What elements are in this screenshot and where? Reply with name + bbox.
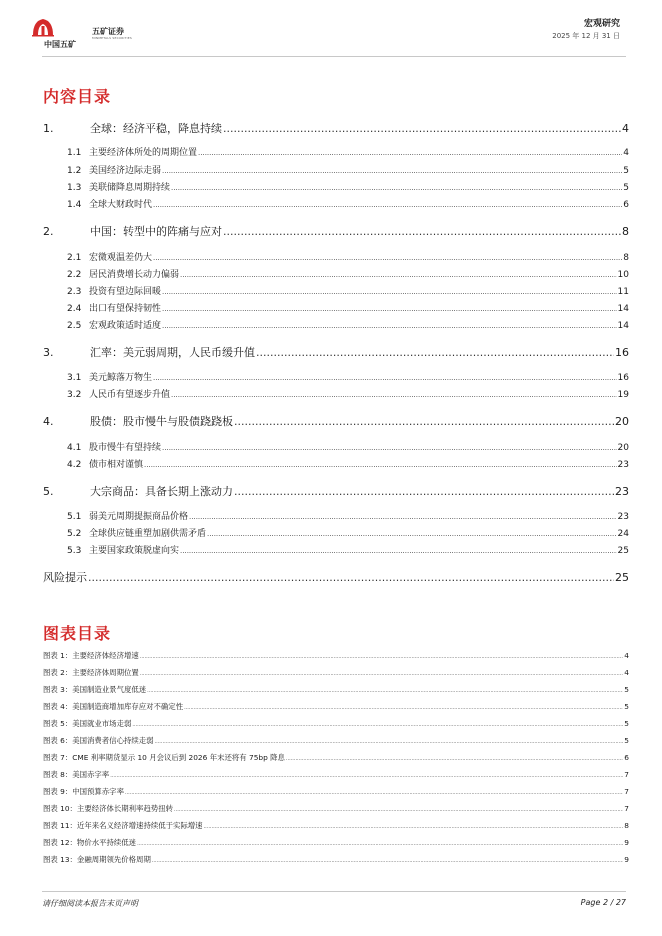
figure-item-6[interactable]: [43, 735, 629, 747]
dot-leader: [153, 201, 622, 209]
toc-item-3-2[interactable]: [67, 387, 629, 401]
toc-label: 风险提示: [43, 571, 87, 584]
toc-item-2-3[interactable]: [67, 284, 629, 298]
dot-leader: [180, 271, 617, 279]
report-date: 2025 年 12 月 31 日: [552, 32, 620, 40]
toc-item-3-1[interactable]: [67, 370, 629, 384]
figure-label: 图表 12：物价水平持续低迷: [43, 838, 137, 847]
toc-label: 股市慢牛有望持续: [89, 443, 162, 453]
toc-page: 4: [622, 122, 629, 135]
toc-num: 3.2: [67, 390, 82, 400]
figure-label: 图表 5：美国就业市场走弱: [43, 719, 132, 728]
toc-num: 5.3: [67, 546, 82, 556]
toc-page: 5: [623, 166, 629, 176]
dot-leader: [162, 305, 617, 313]
figure-label: 图表 6：美国消费者信心持续走弱: [43, 736, 154, 745]
dot-leader: [140, 654, 624, 660]
dot-leader: [234, 485, 614, 498]
toc-page: 25: [617, 546, 629, 556]
toc-label: 股债：股市慢牛与股债跷跷板: [90, 415, 233, 428]
figure-page: 8: [624, 821, 629, 830]
report-type: 宏观研究: [583, 19, 620, 29]
toc-section-3[interactable]: [43, 344, 629, 358]
figure-item-1[interactable]: [43, 650, 629, 662]
figure-label: 图表 2：主要经济体周期位置: [43, 668, 139, 677]
toc-item-1-4[interactable]: [67, 197, 629, 211]
dot-leader: [137, 841, 623, 847]
toc-page: 11: [617, 287, 629, 297]
figure-page: 5: [624, 736, 629, 745]
toc-num: 3.1: [67, 373, 82, 383]
dot-leader: [125, 790, 623, 796]
figure-page: 9: [624, 855, 629, 864]
toc-page: 14: [617, 321, 629, 331]
figure-label: 图表 10：主要经济体长期利率趋势扭转: [43, 804, 174, 813]
toc-num: 2.3: [67, 287, 82, 297]
company-name: 中国五矿: [44, 40, 76, 49]
dot-leader: [256, 346, 614, 359]
minmetals-logo-icon: [30, 15, 56, 37]
dot-leader: [140, 671, 624, 677]
toc-label: 美国经济边际走弱: [89, 166, 162, 176]
dot-leader: [204, 824, 624, 830]
figure-page: 4: [624, 651, 629, 660]
toc-page: 16: [615, 346, 629, 359]
toc-num: 2.5: [67, 321, 82, 331]
toc-page: 5: [623, 183, 629, 193]
toc-label: 美元鲸落万物生: [89, 373, 153, 383]
toc-label: 宏观政策适时适度: [89, 321, 162, 331]
figure-page: 4: [624, 668, 629, 677]
toc-label: 宏微观温差仍大: [89, 253, 153, 263]
toc-item-5-3[interactable]: [67, 543, 629, 557]
toc-label: 主要经济体所处的周期位置: [89, 148, 198, 158]
figure-label: 图表 1：主要经济体经济增速: [43, 651, 139, 660]
figure-item-3[interactable]: [43, 684, 629, 696]
toc-section-5[interactable]: [43, 483, 629, 497]
dot-leader: [223, 122, 621, 135]
figure-label: 图表 7：CME 利率期货显示 10 月会议后到 2026 年末还将有 75bp 降息: [43, 753, 285, 762]
dot-leader: [153, 254, 622, 262]
toc-page: 8: [623, 253, 629, 263]
dot-leader: [110, 773, 623, 779]
toc-item-4-2[interactable]: [67, 457, 629, 471]
figure-label: 图表 13：金融周期领先价格周期: [43, 855, 151, 864]
toc-label: 美联储降息周期持续: [89, 183, 171, 193]
toc-page: 20: [615, 415, 629, 428]
toc-label: 汇率：美元弱周期，人民币缓升值: [90, 346, 255, 359]
header-divider: [42, 56, 626, 57]
toc-label: 全球大财政时代: [89, 200, 153, 210]
dot-leader: [174, 807, 623, 813]
figure-label: 图表 3：美国制造业景气度低迷: [43, 685, 147, 694]
toc-section-1[interactable]: [43, 120, 629, 134]
dot-leader: [153, 374, 617, 382]
toc-label: 全球：经济平稳，降息持续: [90, 122, 222, 135]
dot-leader: [162, 167, 622, 175]
dot-leader: [162, 288, 617, 296]
dot-leader: [180, 547, 617, 555]
dot-leader: [144, 461, 617, 469]
toc-num: 4.: [43, 415, 54, 428]
toc-label: 弱美元周期提振商品价格: [89, 512, 189, 522]
toc-item-5-2[interactable]: [67, 526, 629, 540]
toc-num: 2.4: [67, 304, 82, 314]
toc-page: 25: [615, 571, 629, 584]
toc-page: 4: [623, 148, 629, 158]
toc-num: 1.1: [67, 148, 82, 158]
figure-item-2[interactable]: [43, 667, 629, 679]
dot-leader: [162, 322, 617, 330]
footer-disclaimer: 请仔细阅读本报告末页声明: [42, 899, 138, 908]
figure-item-13[interactable]: [43, 854, 629, 866]
toc-num: 1.2: [67, 166, 82, 176]
toc-page: 10: [617, 270, 629, 280]
figure-label: 图表 11：近年来名义经济增速持续低于实际增速: [43, 821, 203, 830]
toc-label: 投资有望边际回暖: [89, 287, 162, 297]
toc-page: 23: [615, 485, 629, 498]
figure-page: 7: [624, 804, 629, 813]
dot-leader: [223, 225, 621, 238]
dot-leader: [171, 184, 622, 192]
toc-page: 24: [617, 529, 629, 539]
toc-item-1-3[interactable]: [67, 180, 629, 194]
toc-section-4[interactable]: [43, 413, 629, 427]
dot-leader: [155, 739, 624, 745]
toc-num: 2.1: [67, 253, 82, 263]
figure-page: 5: [624, 719, 629, 728]
figure-page: 7: [624, 770, 629, 779]
toc-num: 5.1: [67, 512, 82, 522]
toc-label: 中国：转型中的阵痛与应对: [90, 225, 222, 238]
toc-page: 8: [622, 225, 629, 238]
figure-label: 图表 4：美国制造商增加库存应对不确定性: [43, 702, 184, 711]
figure-page: 6: [624, 753, 629, 762]
toc-num: 4.1: [67, 443, 82, 453]
toc-item-2-5[interactable]: [67, 318, 629, 332]
figure-label: 图表 8：美国赤字率: [43, 770, 110, 779]
toc-page: 20: [617, 443, 629, 453]
toc-num: 5.2: [67, 529, 82, 539]
dot-leader: [171, 391, 617, 399]
figure-item-12[interactable]: [43, 837, 629, 849]
figure-item-4[interactable]: [43, 701, 629, 713]
figure-item-5[interactable]: [43, 718, 629, 730]
footer-divider: [42, 891, 626, 892]
toc-num: 5.: [43, 485, 54, 498]
dot-leader: [234, 415, 614, 428]
toc-page: 23: [617, 460, 629, 470]
toc-item-2-2[interactable]: [67, 267, 629, 281]
toc-label: 居民消费增长动力偏弱: [89, 270, 180, 280]
dot-leader: [184, 705, 623, 711]
toc-label: 人民币有望逐步升值: [89, 390, 171, 400]
toc-risk[interactable]: [43, 569, 629, 583]
toc-num: 3.: [43, 346, 54, 359]
figure-list-title: 图表目录: [43, 624, 112, 643]
dot-leader: [207, 530, 617, 538]
toc-num: 1.3: [67, 183, 82, 193]
toc-num: 1.4: [67, 200, 82, 210]
toc-page: 23: [617, 512, 629, 522]
dot-leader: [189, 513, 617, 521]
toc-label: 大宗商品：具备长期上涨动力: [90, 485, 233, 498]
figure-item-10[interactable]: [43, 803, 629, 815]
dot-leader: [88, 571, 614, 584]
figure-item-8[interactable]: [43, 769, 629, 781]
toc-page: 16: [617, 373, 629, 383]
figure-page: 9: [624, 838, 629, 847]
dot-leader: [132, 722, 623, 728]
toc-item-1-2[interactable]: [67, 163, 629, 177]
figure-page: 5: [624, 702, 629, 711]
figure-label: 图表 9：中国预算赤字率: [43, 787, 124, 796]
toc-item-2-4[interactable]: [67, 301, 629, 315]
toc-num: 2.2: [67, 270, 82, 280]
dot-leader: [152, 858, 623, 864]
figure-item-11[interactable]: [43, 820, 629, 832]
brand-name-en: MINMETALS SECURITIES: [92, 36, 132, 40]
brand-name: 五矿证券: [92, 27, 124, 36]
toc-num: 1.: [43, 122, 54, 135]
toc-label: 主要国家政策脱虚向实: [89, 546, 180, 556]
toc-num: 2.: [43, 225, 54, 238]
dot-leader: [198, 149, 622, 157]
dot-leader: [162, 444, 617, 452]
toc-num: 4.2: [67, 460, 82, 470]
toc-label: 全球供应链重塑加剧供需矛盾: [89, 529, 207, 539]
dot-leader: [286, 756, 623, 762]
toc-item-5-1[interactable]: [67, 509, 629, 523]
figure-page: 7: [624, 787, 629, 796]
page-number: Page 2 / 27: [580, 898, 626, 907]
toc-item-4-1[interactable]: [67, 440, 629, 454]
toc-label: 债市相对谨慎: [89, 460, 144, 470]
figure-item-7[interactable]: [43, 752, 629, 764]
figure-page: 5: [624, 685, 629, 694]
toc-label: 出口有望保持韧性: [89, 304, 162, 314]
toc-section-2[interactable]: [43, 223, 629, 237]
toc-page: 6: [623, 200, 629, 210]
dot-leader: [147, 688, 623, 694]
toc-item-2-1[interactable]: [67, 250, 629, 264]
toc-title: 内容目录: [43, 87, 112, 106]
toc-page: 14: [617, 304, 629, 314]
toc-page: 19: [617, 390, 629, 400]
figure-item-9[interactable]: [43, 786, 629, 798]
toc-item-1-1[interactable]: [67, 145, 629, 159]
